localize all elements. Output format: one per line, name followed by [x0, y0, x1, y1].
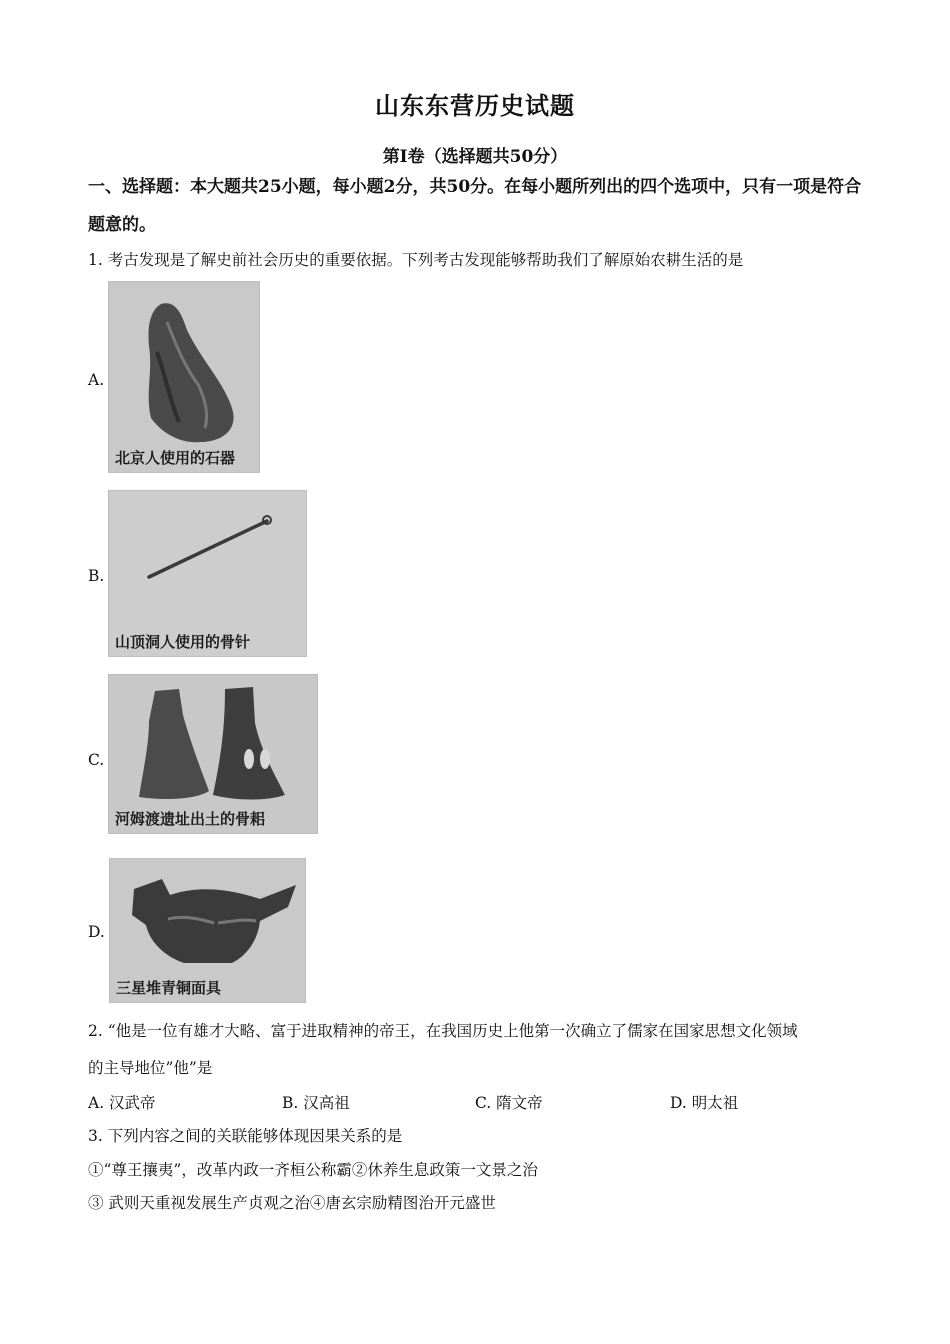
option-d-caption: 三星堆青铜面具 [116, 979, 222, 997]
question-3-item-line1: ①“尊王攘夷”，改革内政一齐桓公称霸②休养生息政策一文景之治 [88, 1161, 538, 1179]
page-title: 山东东营历史试题 [375, 91, 575, 120]
q2-option-c: C. 隋文帝 [475, 1094, 543, 1112]
option-b-label: B. [88, 567, 105, 585]
option-a-image [108, 281, 260, 473]
question-1-stem: 1. 考古发现是了解史前社会历史的重要依据。下列考古发现能够帮助我们了解原始农耕生活的是 [88, 251, 744, 269]
section-heading: 一、选择题：本大题共25小题，每小题2分，共50分。在每小题所列出的四个选项中，只有一项是符合题意的。 [88, 177, 862, 235]
q2-option-a: A. 汉武帝 [88, 1094, 156, 1112]
question-3-stem: 3. 下列内容之间的关联能够体现因果关系的是 [88, 1127, 403, 1145]
stone-tool-illustration [109, 282, 259, 472]
question-2-stem-line1: 2. “他是一位有雄才大略、富于进取精神的帝王，在我国历史上他第一次确立了儒家在国家思想文化领域 [88, 1022, 798, 1040]
question-3-item-line2: ③ 武则天重视发展生产贞观之治④唐玄宗励精图治开元盛世 [88, 1194, 496, 1212]
option-c-label: C. [88, 751, 105, 769]
q2-option-b: B. 汉高祖 [282, 1094, 350, 1112]
question-2-stem-line2: 的主导地位”他”是 [88, 1059, 213, 1077]
option-b-caption: 山顶洞人使用的骨针 [115, 633, 251, 651]
page-subtitle: 第Ⅰ卷（选择题共50分） [382, 147, 568, 167]
option-c-caption: 河姆渡遗址出土的骨耜 [115, 810, 266, 828]
option-a-caption: 北京人使用的石器 [115, 449, 236, 467]
q2-option-d: D. 明太祖 [670, 1094, 739, 1112]
option-c-image [108, 674, 318, 834]
option-a-label: A. [88, 371, 105, 389]
option-d-label: D. [88, 923, 105, 941]
option-b-image [108, 490, 307, 657]
option-d-image [109, 858, 306, 1003]
